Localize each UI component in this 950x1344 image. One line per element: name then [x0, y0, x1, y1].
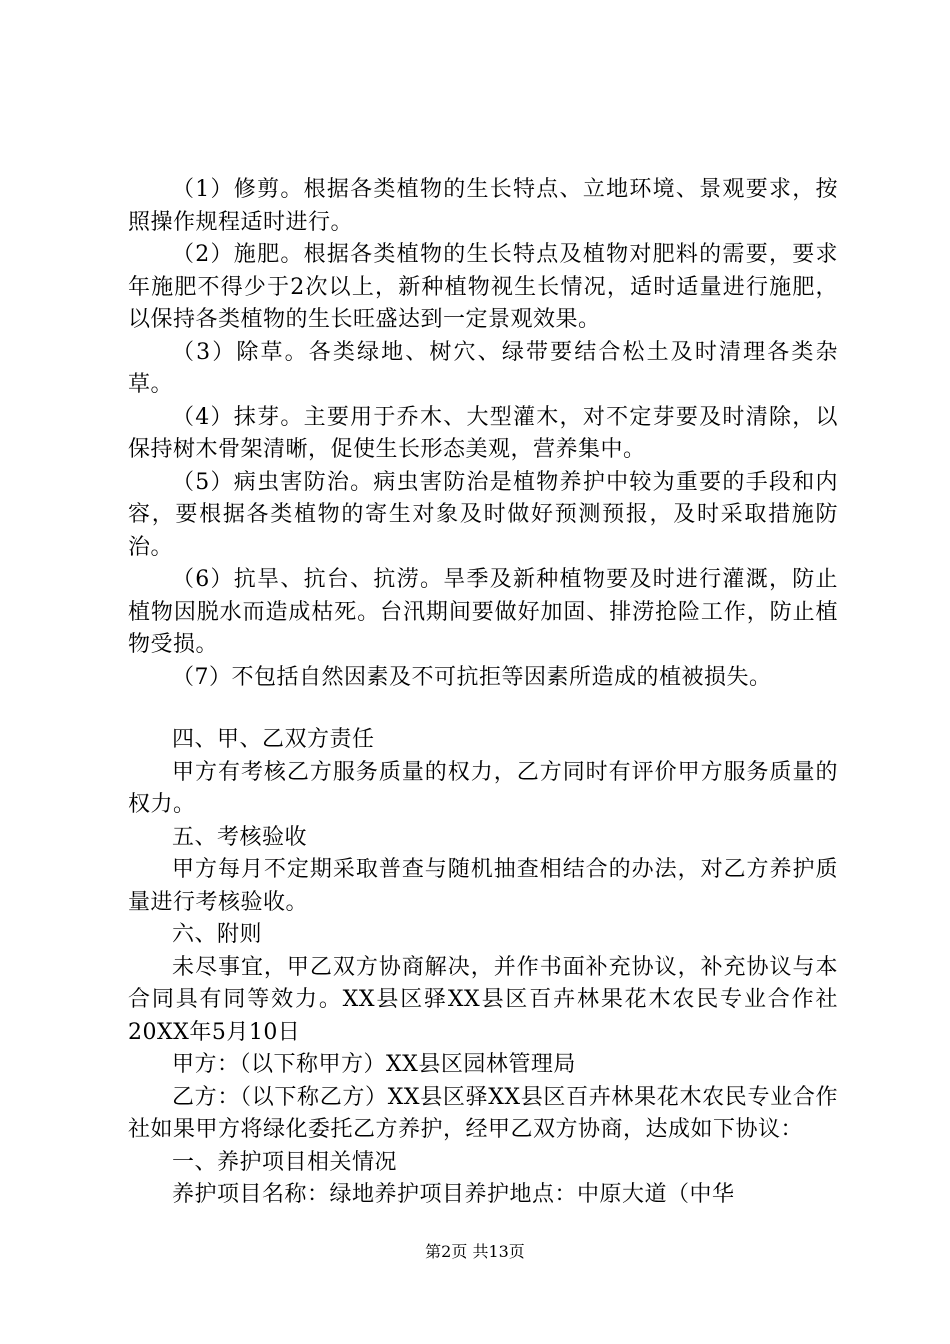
heading-responsibilities: 四、甲、乙双方责任	[172, 727, 375, 752]
paragraph-disbudding: （4）抹芽。主要用于乔木、大型灌木，对不定芽要及时清除，以保持树木骨架清晰，促使生长形态美观，营养集中。	[128, 404, 838, 462]
paragraph-acceptance: 甲方每月不定期采取普查与随机抽查相结合的办法，对乙方养护质量进行考核验收。	[128, 857, 838, 915]
paragraph-pruning: （1）修剪。根据各类植物的生长特点、立地环境、景观要求，按照操作规程适时进行。	[128, 177, 838, 235]
paragraph-pest-control: （5）病虫害防治。病虫害防治是植物养护中较为重要的手段和内容，要根据各类植物的寄生对象及时做好预测预报，及时采取措施防治。	[128, 469, 838, 560]
paragraph-exclusions: （7）不包括自然因素及不可抗拒等因素所造成的植被损失。	[172, 664, 772, 690]
paragraph-party-a: 甲方：（以下称甲方）XX县区园林管理局	[172, 1052, 576, 1077]
heading-acceptance: 五、考核验收	[172, 824, 308, 850]
paragraph-drought-typhoon: （6）抗旱、抗台、抗涝。旱季及新种植物要及时进行灌溉，防止植物因脱水而造成枯死。台汛期间要做好加固、排涝抢险工作，防止植物受损。	[128, 567, 838, 657]
paragraph-party-b: 乙方：（以下称乙方）XX县区驿XX县区百卉林果花木农民专业合作社如果甲方将绿化委托乙方养护，经甲乙双方协商，达成如下协议：	[128, 1084, 838, 1142]
heading-supplementary: 六、附则	[172, 922, 263, 947]
paragraph-supplementary: 未尽事宜，甲乙双方协商解决，并作书面补充协议，补充协议与本合同具有同等效力。XX县区驿XX县区百卉林果花木农民专业合作社20XX年5月10日	[128, 954, 838, 1045]
page-footer: 第2页 共13页	[425, 1242, 525, 1261]
paragraph-weeding: （3）除草。各类绿地、树穴、绿带要结合松土及时清理各类杂草。	[128, 339, 838, 397]
document-body	[128, 174, 838, 1212]
heading-project-info: 一、养护项目相关情况	[172, 1149, 398, 1175]
paragraph-responsibilities: 甲方有考核乙方服务质量的权力，乙方同时有评价甲方服务质量的权力。	[128, 759, 838, 817]
paragraph-project-name: 养护项目名称：绿地养护项目养护地点：中原大道（中华	[172, 1182, 735, 1207]
paragraph-fertilizing: （2）施肥。根据各类植物的生长特点及植物对肥料的需要，要求年施肥不得少于2次以上，新种植物视生长情况，适时适量进行施肥，以保持各类植物的生长旺盛达到一定景观效果。	[128, 242, 838, 332]
